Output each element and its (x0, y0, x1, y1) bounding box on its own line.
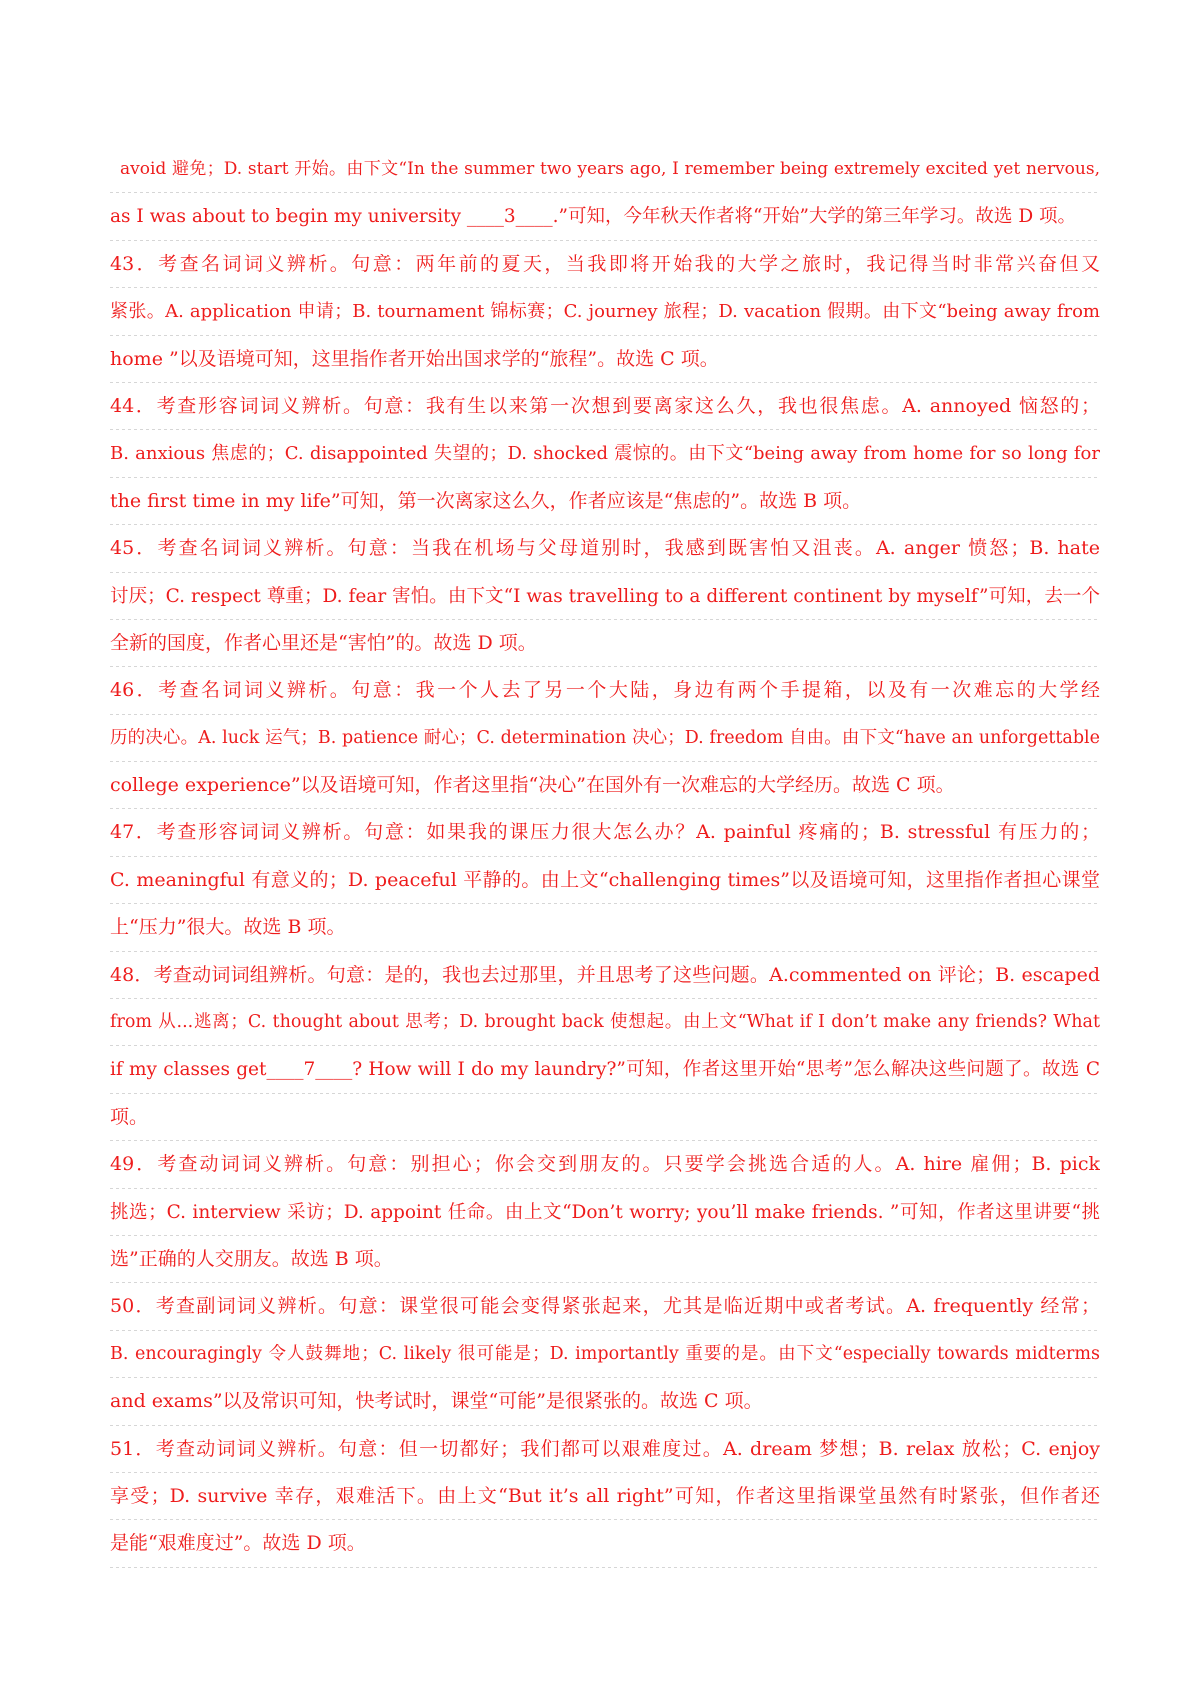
text-line: 紧张。A. application 申请；B. tournament 锦标赛；C. journey 旅程；D. vacation 假期。由下文“being away from (110, 288, 1100, 335)
text-line: 43．考查名词词义辨析。句意：两年前的夏天，当我即将开始我的大学之旅时，我记得当时非常兴奋但又 (110, 241, 1100, 288)
paragraph-q49 (110, 1141, 1100, 1283)
text-line: 48．考查动词词组辨析。句意：是的，我也去过那里，并且思考了这些问题。A.commented on 评论；B. escaped (110, 952, 1100, 999)
paragraph-q45 (110, 525, 1100, 667)
text-line: 享受；D. survive 幸存，艰难活下。由上文“But it’s all right”可知，作者这里指课堂虽然有时紧张，但作者还 (110, 1473, 1100, 1520)
text-line: and exams”以及常识可知，快考试时，课堂“可能”是很紧张的。故选 C 项。 (110, 1378, 1100, 1425)
paragraph-q46 (110, 667, 1100, 809)
text-line: 47．考查形容词词义辨析。句意：如果我的课压力很大怎么办？A. painful 疼痛的；B. stressful 有压力的； (110, 809, 1100, 856)
paragraph-q48 (110, 952, 1100, 1142)
text-line: home ”以及语境可知，这里指作者开始出国求学的“旅程”。故选 C 项。 (110, 336, 1100, 383)
paragraph-q47 (110, 809, 1100, 951)
text-line: 历的决心。A. luck 运气；B. patience 耐心；C. determination 决心；D. freedom 自由。由下文“have an unforgettable (110, 715, 1100, 762)
text-line: as I was about to begin my university ____3____.”可知，今年秋天作者将“开始”大学的第三年学习。故选 D 项。 (110, 193, 1100, 240)
text-line: 选”正确的人交朋友。故选 B 项。 (110, 1236, 1100, 1283)
text-line: from 从...逃离；C. thought about 思考；D. brought back 使想起。由上文“What if I don’t make any friends? What (110, 999, 1100, 1046)
text-line: 51．考查动词词义辨析。句意：但一切都好；我们都可以艰难度过。A. dream 梦想；B. relax 放松；C. enjoy (110, 1426, 1100, 1473)
text-line: 46．考查名词词义辨析。句意：我一个人去了另一个大陆，身边有两个手提箱，以及有一次难忘的大学经 (110, 667, 1100, 714)
paragraph-q51 (110, 1426, 1100, 1568)
text-line: 全新的国度，作者心里还是“害怕”的。故选 D 项。 (110, 620, 1100, 667)
paragraph-q43 (110, 241, 1100, 383)
text-line: 45．考查名词词义辨析。句意：当我在机场与父母道别时，我感到既害怕又沮丧。A. anger 愤怒；B. hate (110, 525, 1100, 572)
text-line: 挑选；C. interview 采访；D. appoint 任命。由上文“Don’t worry; you’ll make friends. ”可知，作者这里讲要“挑 (110, 1189, 1100, 1236)
text-line: 44．考查形容词词义辨析。句意：我有生以来第一次想到要离家这么久，我也很焦虑。A. annoyed 恼怒的； (110, 383, 1100, 430)
text-line: B. anxious 焦虑的；C. disappointed 失望的；D. shocked 震惊的。由下文“being away from home for so long for (110, 430, 1100, 477)
text-line: B. encouragingly 令人鼓舞地；C. likely 很可能是；D. importantly 重要的是。由下文“especially towards midterms (110, 1331, 1100, 1378)
text-line: avoid 避免；D. start 开始。由下文“In the summer two years ago, I remember being extremely excited yet nervous, (110, 146, 1100, 193)
text-line: 49．考查动词词义辨析。句意：别担心；你会交到朋友的。只要学会挑选合适的人。A. hire 雇佣；B. pick (110, 1141, 1100, 1188)
paragraph-q42-tail (110, 146, 1100, 241)
text-line: 上“压力”很大。故选 B 项。 (110, 904, 1100, 951)
text-line: the first time in my life”可知，第一次离家这么久，作者应该是“焦虑的”。故选 B 项。 (110, 478, 1100, 525)
text-line: C. meaningful 有意义的；D. peaceful 平静的。由上文“challenging times”以及语境可知，这里指作者担心课堂 (110, 857, 1100, 904)
paragraph-q44 (110, 383, 1100, 525)
paragraph-q50 (110, 1283, 1100, 1425)
explanation-page (110, 146, 1100, 1568)
text-line: 讨厌；C. respect 尊重；D. fear 害怕。由下文“I was travelling to a different continent by myself”可知，去一个 (110, 573, 1100, 620)
text-line: if my classes get____7____? How will I do my laundry?”可知，作者这里开始“思考”怎么解决这些问题了。故选 C (110, 1046, 1100, 1093)
text-line: 项。 (110, 1094, 1100, 1141)
text-line: college experience”以及语境可知，作者这里指“决心”在国外有一次难忘的大学经历。故选 C 项。 (110, 762, 1100, 809)
text-line: 50．考查副词词义辨析。句意：课堂很可能会变得紧张起来，尤其是临近期中或者考试。A. frequently 经常； (110, 1283, 1100, 1330)
text-line: 是能“艰难度过”。故选 D 项。 (110, 1520, 1100, 1567)
